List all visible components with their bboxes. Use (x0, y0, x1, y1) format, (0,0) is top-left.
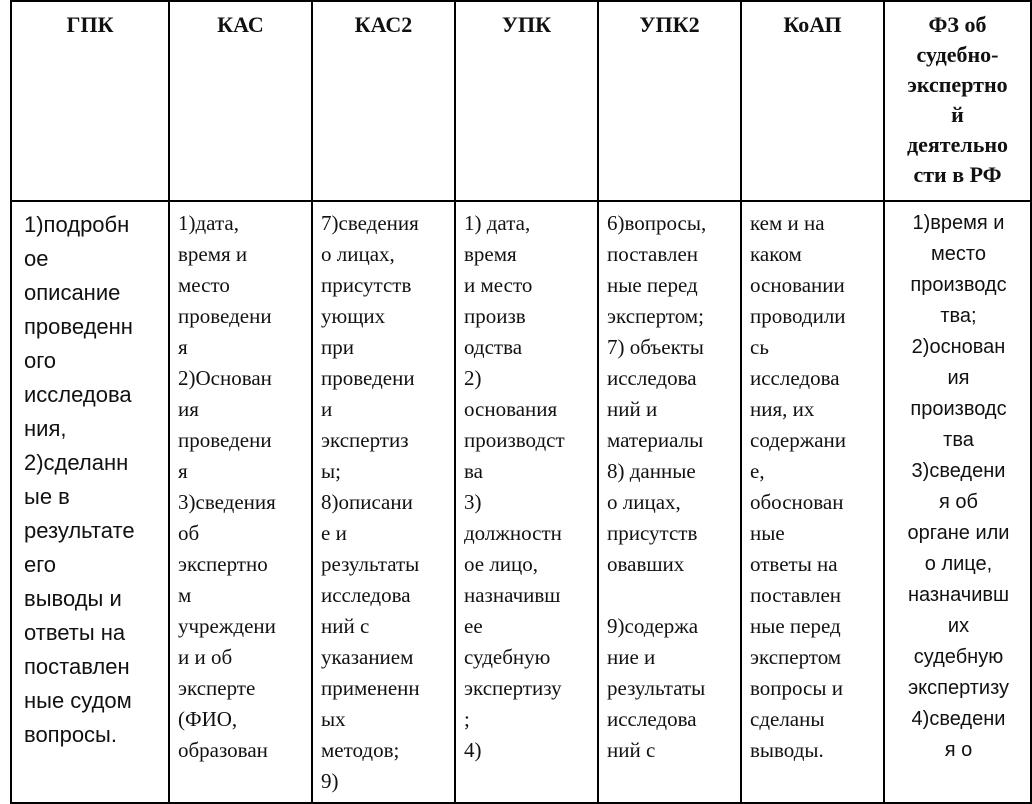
cell-upk (455, 201, 598, 803)
cell-fz (884, 201, 1031, 803)
cell-gpk-text: 1)подробн ое описание проведенн ого исследова ния, 2)сделанн ые в результате его выводы и ответы на поставлен ные судом вопросы. (24, 212, 135, 747)
cell-fz-text: 1)время и место производс тва; 2)основан ия производс тва 3)сведени я об органе или о лице, назначивш их судебную экспертизу 4)сведени я о (907, 212, 1010, 761)
cell-upk-text: 1) дата, время и место произв одства 2) основания производст ва 3) должностн ое лицо, назначивш ее судебную экспертизу ; 4) (464, 211, 565, 762)
cell-kas (169, 201, 312, 803)
cell-upk2 (598, 201, 741, 803)
header-row (11, 1, 1031, 201)
header-koap: КоАП (741, 1, 884, 201)
comparison-table (10, 0, 1032, 804)
header-upk2: УПК2 (598, 1, 741, 201)
header-fz: ФЗ об судебно- экспертно й деятельно сти в РФ (884, 1, 1031, 201)
header-gpk: ГПК (11, 1, 169, 201)
cell-kas2-text: 7)сведения о лицах, присутств ующих при проведени и экспертиз ы; 8)описани е и результаты исследова ний с указанием примененн ых методов; 9) (321, 211, 420, 793)
cell-kas2 (312, 201, 455, 803)
header-upk: УПК (455, 1, 598, 201)
cell-gpk (11, 201, 169, 803)
cell-koap-text: кем и на каком основании проводили сь исследова ния, их содержани е, обоснован ные ответы на поставлен ные перед экспертом вопросы и сделаны выводы. (750, 211, 847, 762)
content-row (11, 201, 1031, 803)
cell-koap (741, 201, 884, 803)
header-kas: КАС (169, 1, 312, 201)
header-kas2: КАС2 (312, 1, 455, 201)
cell-upk2-text: 6)вопросы, поставлен ные перед экспертом; 7) объекты исследова ний и материалы 8) данные о лицах, присутств овавших 9)содержа ние и результаты исследова ний с (607, 211, 707, 762)
cell-kas-text: 1)дата, время и место проведени я 2)Основан ия проведени я 3)сведения об экспертно м учреждени и и об эксперте (ФИО, образован (178, 211, 276, 762)
